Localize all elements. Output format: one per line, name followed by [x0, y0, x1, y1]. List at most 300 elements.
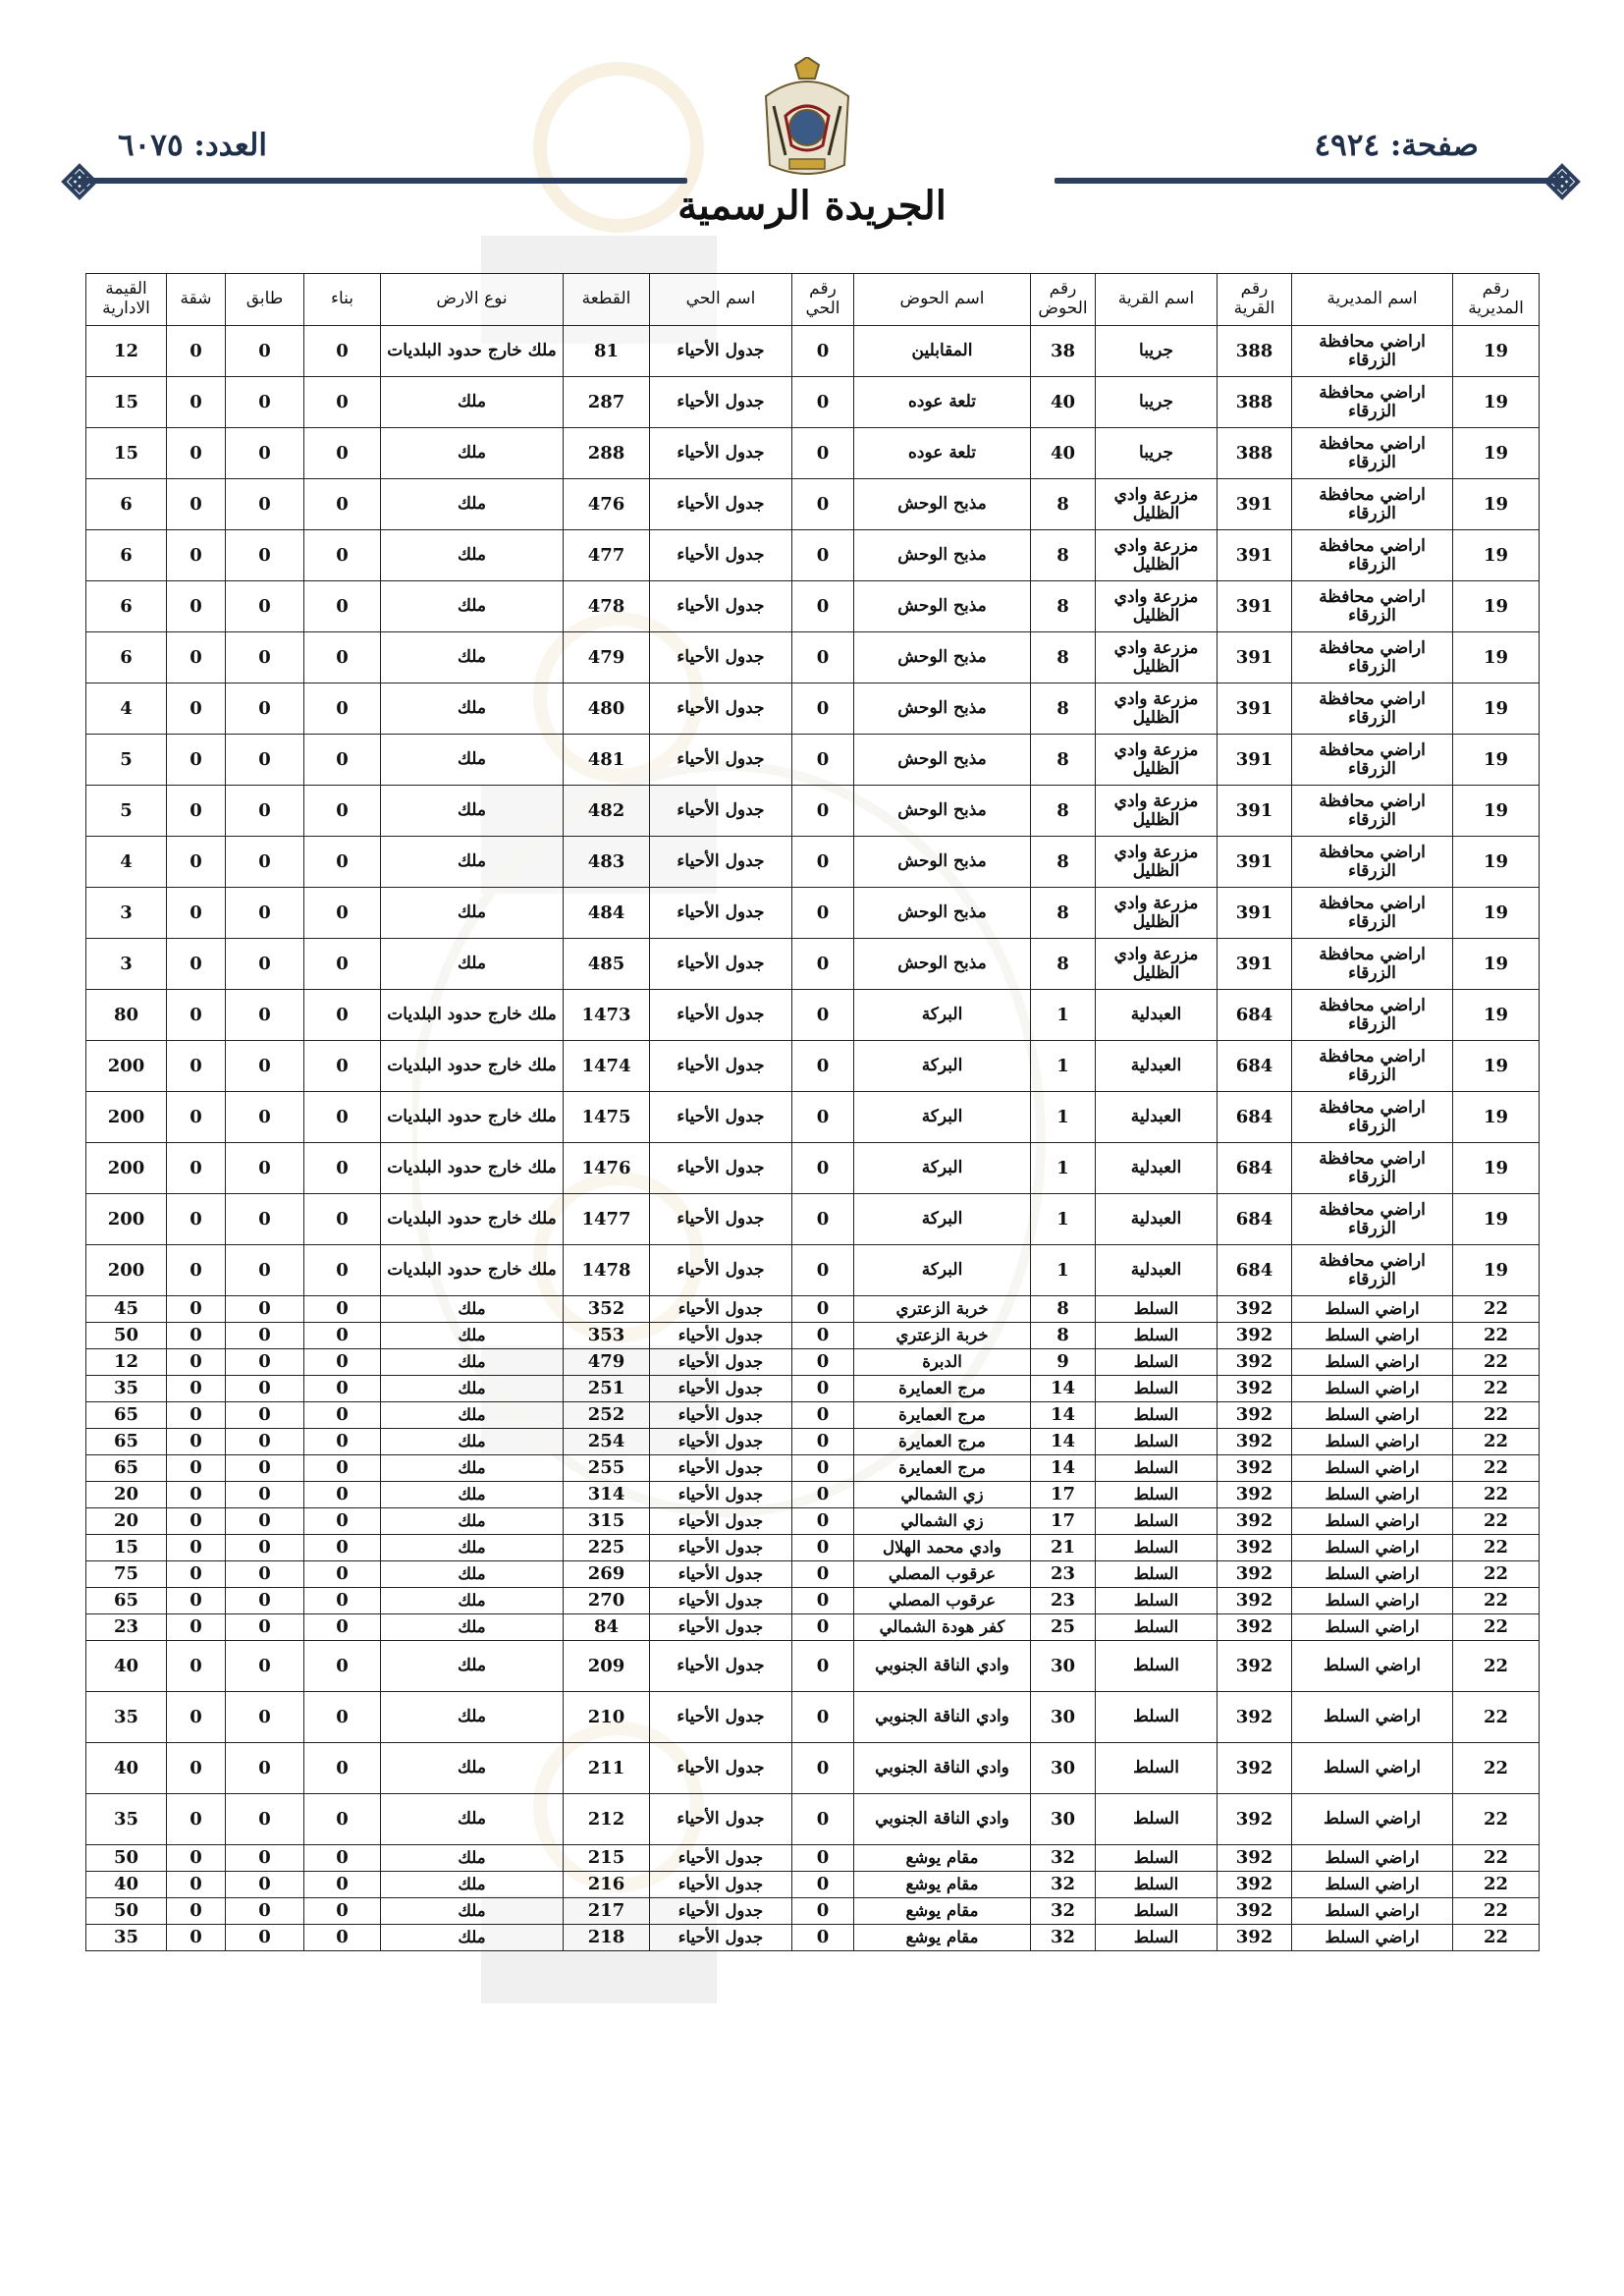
table-cell: 0 [304, 837, 381, 888]
table-cell: خربة الزعتري [854, 1296, 1031, 1323]
table-cell: 0 [226, 581, 304, 632]
table-cell: 22 [1453, 1376, 1540, 1402]
table-cell: 22 [1453, 1692, 1540, 1743]
table-cell: 478 [564, 581, 650, 632]
table-cell: اراضي السلط [1292, 1508, 1453, 1535]
table-cell: 81 [564, 326, 650, 377]
table-cell: 0 [304, 632, 381, 683]
table-cell: 0 [304, 428, 381, 479]
table-cell: 3 [86, 939, 167, 990]
table-cell: مقام يوشع [854, 1925, 1031, 1951]
table-cell: ملك [381, 1872, 564, 1898]
table-cell: 80 [86, 990, 167, 1041]
table-cell: 0 [304, 1245, 381, 1296]
table-cell: 22 [1453, 1925, 1540, 1951]
table-row [86, 326, 1540, 377]
table-cell: جدول الأحياء [650, 530, 792, 581]
table-cell: 392 [1218, 1535, 1292, 1561]
table-cell: 210 [564, 1692, 650, 1743]
table-cell: 392 [1218, 1429, 1292, 1455]
table-cell: 19 [1453, 735, 1540, 786]
table-cell: جريبا [1096, 377, 1218, 428]
table-cell: 19 [1453, 377, 1540, 428]
table-cell: 0 [792, 1794, 854, 1845]
table-cell: ملك [381, 632, 564, 683]
table-cell: 8 [1031, 632, 1096, 683]
table-cell: العبدلية [1096, 1041, 1218, 1092]
table-cell: 217 [564, 1898, 650, 1925]
table-cell: اراضي السلط [1292, 1898, 1453, 1925]
table-cell: 22 [1453, 1482, 1540, 1508]
table-cell: اراضي محافظة الزرقاء [1292, 326, 1453, 377]
table-cell: 0 [304, 1455, 381, 1482]
table-cell: 22 [1453, 1429, 1540, 1455]
table-cell: السلط [1096, 1845, 1218, 1872]
table-cell: 0 [792, 1743, 854, 1794]
table-cell: 0 [304, 735, 381, 786]
table-cell: 0 [792, 1588, 854, 1614]
column-header: بناء [304, 274, 381, 326]
table-cell: ملك خارج حدود البلديات [381, 1143, 564, 1194]
table-cell: 392 [1218, 1898, 1292, 1925]
table-cell: 19 [1453, 326, 1540, 377]
table-cell: مرج العمايرة [854, 1429, 1031, 1455]
table-cell: العبدلية [1096, 1245, 1218, 1296]
table-cell: مذبح الوحش [854, 530, 1031, 581]
table-cell: 0 [167, 1743, 226, 1794]
table-cell: 19 [1453, 1092, 1540, 1143]
table-cell: 40 [1031, 428, 1096, 479]
table-cell: 1478 [564, 1245, 650, 1296]
table-cell: 0 [304, 1845, 381, 1872]
table-cell: 0 [304, 1641, 381, 1692]
table-cell: عرقوب المصلي [854, 1561, 1031, 1588]
table-cell: ملك [381, 1349, 564, 1376]
table-cell: 30 [1031, 1692, 1096, 1743]
table-row [86, 479, 1540, 530]
table-cell: 391 [1218, 530, 1292, 581]
table-cell: ملك خارج حدود البلديات [381, 1041, 564, 1092]
table-cell: 15 [86, 428, 167, 479]
table-cell: مذبح الوحش [854, 683, 1031, 735]
table-cell: 0 [167, 1692, 226, 1743]
table-cell: 0 [167, 1561, 226, 1588]
table-cell: 35 [86, 1376, 167, 1402]
table-cell: ملك [381, 1535, 564, 1561]
table-cell: 19 [1453, 1245, 1540, 1296]
column-header: اسم الحوض [854, 274, 1031, 326]
table-cell: اراضي محافظة الزرقاء [1292, 837, 1453, 888]
table-cell: 0 [304, 1482, 381, 1508]
table-cell: ملك خارج حدود البلديات [381, 1194, 564, 1245]
table-cell: 254 [564, 1429, 650, 1455]
table-cell: اراضي محافظة الزرقاء [1292, 888, 1453, 939]
table-cell: 0 [792, 1925, 854, 1951]
table-cell: 19 [1453, 683, 1540, 735]
table-cell: 0 [167, 1455, 226, 1482]
table-cell: 0 [226, 632, 304, 683]
table-cell: 0 [226, 1794, 304, 1845]
table-cell: 392 [1218, 1692, 1292, 1743]
table-cell: 269 [564, 1561, 650, 1588]
table-row [86, 1296, 1540, 1323]
table-cell: 19 [1453, 1143, 1540, 1194]
table-cell: جدول الأحياء [650, 1508, 792, 1535]
table-cell: جدول الأحياء [650, 786, 792, 837]
table-cell: البركة [854, 1041, 1031, 1092]
table-cell: 0 [167, 479, 226, 530]
column-header: رقم الحوض [1031, 274, 1096, 326]
table-cell: ملك [381, 1323, 564, 1349]
table-header-row [86, 274, 1540, 326]
table-cell: جدول الأحياء [650, 1925, 792, 1951]
table-cell: 0 [226, 377, 304, 428]
table-cell: 0 [792, 1455, 854, 1482]
table-cell: 0 [167, 326, 226, 377]
table-cell: 14 [1031, 1402, 1096, 1429]
table-cell: 0 [304, 377, 381, 428]
table-cell: جدول الأحياء [650, 581, 792, 632]
table-cell: 0 [304, 990, 381, 1041]
table-cell: 0 [304, 1692, 381, 1743]
table-cell: 1 [1031, 1143, 1096, 1194]
table-cell: 392 [1218, 1508, 1292, 1535]
table-cell: مذبح الوحش [854, 786, 1031, 837]
table-cell: 388 [1218, 326, 1292, 377]
table-cell: 0 [167, 1349, 226, 1376]
table-cell: مذبح الوحش [854, 632, 1031, 683]
table-cell: اراضي السلط [1292, 1588, 1453, 1614]
table-cell: 0 [226, 1898, 304, 1925]
table-cell: 391 [1218, 683, 1292, 735]
table-cell: 391 [1218, 888, 1292, 939]
table-cell: 19 [1453, 581, 1540, 632]
table-cell: 35 [86, 1925, 167, 1951]
table-cell: ملك [381, 1402, 564, 1429]
table-cell: 353 [564, 1323, 650, 1349]
table-cell: 22 [1453, 1898, 1540, 1925]
column-header: شقة [167, 274, 226, 326]
table-cell: 270 [564, 1588, 650, 1614]
table-cell: 1 [1031, 1245, 1096, 1296]
table-cell: 392 [1218, 1323, 1292, 1349]
land-valuation-table-container [86, 273, 1540, 1951]
table-row [86, 1641, 1540, 1692]
table-cell: اراضي السلط [1292, 1482, 1453, 1508]
table-cell: 0 [167, 786, 226, 837]
table-cell: 392 [1218, 1641, 1292, 1692]
table-cell: 17 [1031, 1508, 1096, 1535]
table-row [86, 1482, 1540, 1508]
table-cell: ملك [381, 1925, 564, 1951]
table-cell: 0 [304, 1376, 381, 1402]
issue-number: العدد: ٦٠٧٥ [118, 128, 267, 163]
table-cell: مزرعة وادي الظليل [1096, 735, 1218, 786]
table-cell: ملك [381, 1455, 564, 1482]
table-cell: 0 [304, 581, 381, 632]
table-cell: اراضي محافظة الزرقاء [1292, 735, 1453, 786]
table-cell: 19 [1453, 786, 1540, 837]
table-cell: ملك [381, 735, 564, 786]
table-cell: 19 [1453, 837, 1540, 888]
table-cell: اراضي محافظة الزرقاء [1292, 479, 1453, 530]
table-cell: اراضي السلط [1292, 1296, 1453, 1323]
table-cell: 391 [1218, 939, 1292, 990]
table-cell: ملك [381, 837, 564, 888]
table-cell: 212 [564, 1794, 650, 1845]
table-cell: اراضي محافظة الزرقاء [1292, 683, 1453, 735]
table-cell: اراضي محافظة الزرقاء [1292, 428, 1453, 479]
table-cell: 19 [1453, 530, 1540, 581]
table-row [86, 939, 1540, 990]
table-cell: 8 [1031, 479, 1096, 530]
table-cell: 315 [564, 1508, 650, 1535]
table-cell: 19 [1453, 888, 1540, 939]
table-cell: جدول الأحياء [650, 735, 792, 786]
table-cell: 0 [304, 786, 381, 837]
table-cell: 0 [304, 683, 381, 735]
table-row [86, 735, 1540, 786]
table-cell: ملك [381, 479, 564, 530]
table-cell: 216 [564, 1872, 650, 1898]
table-cell: 1 [1031, 1041, 1096, 1092]
table-cell: 0 [304, 1535, 381, 1561]
table-cell: 19 [1453, 939, 1540, 990]
table-cell: زي الشمالي [854, 1482, 1031, 1508]
table-row [86, 1845, 1540, 1872]
table-cell: 0 [304, 326, 381, 377]
table-cell: ملك [381, 1614, 564, 1641]
table-cell: 0 [792, 1641, 854, 1692]
table-cell: 0 [167, 837, 226, 888]
table-cell: وادي الناقة الجنوبي [854, 1692, 1031, 1743]
table-cell: 0 [226, 479, 304, 530]
table-cell: جريبا [1096, 428, 1218, 479]
table-cell: 392 [1218, 1402, 1292, 1429]
table-cell: 22 [1453, 1872, 1540, 1898]
table-cell: 0 [792, 990, 854, 1041]
table-cell: جدول الأحياء [650, 1743, 792, 1794]
table-cell: ملك [381, 939, 564, 990]
table-cell: 352 [564, 1296, 650, 1323]
table-cell: 0 [792, 1872, 854, 1898]
table-cell: 391 [1218, 786, 1292, 837]
table-cell: اراضي السلط [1292, 1692, 1453, 1743]
table-cell: 0 [304, 1925, 381, 1951]
table-cell: وادي محمد الهلال [854, 1535, 1031, 1561]
table-cell: السلط [1096, 1402, 1218, 1429]
table-cell: 20 [86, 1482, 167, 1508]
table-cell: 0 [226, 1692, 304, 1743]
table-cell: 0 [167, 1845, 226, 1872]
table-cell: ملك [381, 428, 564, 479]
table-cell: اراضي السلط [1292, 1925, 1453, 1951]
table-cell: تلعة عوده [854, 428, 1031, 479]
table-cell: 215 [564, 1845, 650, 1872]
table-cell: 19 [1453, 990, 1540, 1041]
table-cell: جدول الأحياء [650, 837, 792, 888]
table-cell: 32 [1031, 1872, 1096, 1898]
table-cell: 5 [86, 786, 167, 837]
table-cell: 25 [1031, 1614, 1096, 1641]
table-cell: خربة الزعتري [854, 1323, 1031, 1349]
table-cell: 0 [792, 377, 854, 428]
table-cell: 0 [792, 1143, 854, 1194]
table-cell: البركة [854, 1194, 1031, 1245]
table-cell: 0 [304, 1092, 381, 1143]
table-cell: وادي الناقة الجنوبي [854, 1743, 1031, 1794]
table-cell: جدول الأحياء [650, 377, 792, 428]
table-cell: 8 [1031, 735, 1096, 786]
table-cell: 314 [564, 1482, 650, 1508]
table-cell: ملك [381, 1588, 564, 1614]
table-cell: 0 [792, 1898, 854, 1925]
table-cell: 684 [1218, 990, 1292, 1041]
table-cell: 0 [792, 939, 854, 990]
table-cell: 14 [1031, 1455, 1096, 1482]
table-cell: العبدلية [1096, 990, 1218, 1041]
table-cell: 8 [1031, 939, 1096, 990]
table-row [86, 1041, 1540, 1092]
table-cell: 0 [167, 1194, 226, 1245]
table-cell: جدول الأحياء [650, 1429, 792, 1455]
table-cell: 0 [792, 1041, 854, 1092]
table-cell: 12 [86, 326, 167, 377]
table-cell: كفر هودة الشمالي [854, 1614, 1031, 1641]
table-cell: 0 [167, 888, 226, 939]
table-cell: السلط [1096, 1376, 1218, 1402]
table-cell: 1474 [564, 1041, 650, 1092]
table-cell: جدول الأحياء [650, 1872, 792, 1898]
table-cell: جدول الأحياء [650, 1323, 792, 1349]
table-cell: 32 [1031, 1898, 1096, 1925]
table-cell: ملك [381, 786, 564, 837]
table-cell: 0 [226, 1845, 304, 1872]
table-cell: 252 [564, 1402, 650, 1429]
table-cell: جدول الأحياء [650, 1194, 792, 1245]
table-cell: 479 [564, 632, 650, 683]
table-cell: 479 [564, 1349, 650, 1376]
table-cell: 391 [1218, 735, 1292, 786]
table-cell: 209 [564, 1641, 650, 1692]
table-cell: اراضي محافظة الزرقاء [1292, 1041, 1453, 1092]
table-cell: 200 [86, 1194, 167, 1245]
table-cell: اراضي السلط [1292, 1349, 1453, 1376]
table-cell: 392 [1218, 1794, 1292, 1845]
table-cell: 0 [792, 786, 854, 837]
table-cell: 35 [86, 1794, 167, 1845]
table-row [86, 1245, 1540, 1296]
table-cell: 22 [1453, 1588, 1540, 1614]
table-cell: ملك [381, 1429, 564, 1455]
table-cell: اراضي السلط [1292, 1535, 1453, 1561]
table-cell: 0 [792, 683, 854, 735]
table-cell: 0 [226, 1143, 304, 1194]
table-cell: 9 [1031, 1349, 1096, 1376]
table-cell: السلط [1096, 1482, 1218, 1508]
table-cell: 0 [304, 530, 381, 581]
table-cell: مقام يوشع [854, 1898, 1031, 1925]
table-cell: 30 [1031, 1794, 1096, 1845]
table-cell: 40 [86, 1641, 167, 1692]
table-cell: اراضي محافظة الزرقاء [1292, 632, 1453, 683]
table-cell: السلط [1096, 1794, 1218, 1845]
table-cell: مزرعة وادي الظليل [1096, 530, 1218, 581]
table-cell: اراضي السلط [1292, 1845, 1453, 1872]
table-cell: جدول الأحياء [650, 939, 792, 990]
table-cell: 287 [564, 377, 650, 428]
table-row [86, 786, 1540, 837]
table-cell: 23 [86, 1614, 167, 1641]
table-cell: 0 [304, 1898, 381, 1925]
table-cell: جدول الأحياء [650, 428, 792, 479]
table-cell: 22 [1453, 1561, 1540, 1588]
table-row [86, 1872, 1540, 1898]
table-cell: 0 [226, 1743, 304, 1794]
table-cell: جدول الأحياء [650, 1482, 792, 1508]
table-cell: مقام يوشع [854, 1872, 1031, 1898]
table-cell: 19 [1453, 428, 1540, 479]
table-cell: السلط [1096, 1429, 1218, 1455]
table-cell: السلط [1096, 1898, 1218, 1925]
table-cell: جدول الأحياء [650, 1641, 792, 1692]
table-cell: السلط [1096, 1455, 1218, 1482]
table-cell: اراضي محافظة الزرقاء [1292, 990, 1453, 1041]
table-cell: 0 [792, 888, 854, 939]
table-cell: 0 [167, 1323, 226, 1349]
table-cell: 0 [167, 1508, 226, 1535]
table-cell: 0 [792, 632, 854, 683]
table-cell: 0 [304, 1794, 381, 1845]
table-cell: 0 [792, 530, 854, 581]
table-row [86, 1925, 1540, 1951]
table-cell: 0 [792, 1535, 854, 1561]
table-cell: البركة [854, 1143, 1031, 1194]
table-cell: 0 [226, 939, 304, 990]
table-cell: 218 [564, 1925, 650, 1951]
column-header: القيمة الادارية [86, 274, 167, 326]
table-cell: جدول الأحياء [650, 1092, 792, 1143]
table-row [86, 1092, 1540, 1143]
table-cell: 392 [1218, 1925, 1292, 1951]
table-cell: 0 [167, 1925, 226, 1951]
table-cell: البركة [854, 1245, 1031, 1296]
table-cell: 22 [1453, 1296, 1540, 1323]
table-cell: 22 [1453, 1349, 1540, 1376]
table-cell: 1475 [564, 1092, 650, 1143]
table-cell: المقابلين [854, 326, 1031, 377]
table-cell: مزرعة وادي الظليل [1096, 939, 1218, 990]
table-cell: 8 [1031, 888, 1096, 939]
table-cell: 0 [792, 581, 854, 632]
table-cell: جدول الأحياء [650, 1794, 792, 1845]
table-cell: 38 [1031, 326, 1096, 377]
table-cell: 8 [1031, 581, 1096, 632]
table-cell: 6 [86, 632, 167, 683]
table-cell: 6 [86, 530, 167, 581]
table-cell: 0 [226, 735, 304, 786]
table-cell: 0 [792, 326, 854, 377]
table-cell: 0 [304, 1194, 381, 1245]
table-cell: 65 [86, 1588, 167, 1614]
table-body [86, 326, 1540, 1951]
table-cell: 0 [304, 1743, 381, 1794]
table-cell: ملك [381, 1845, 564, 1872]
column-header: طابق [226, 274, 304, 326]
table-cell: 0 [792, 735, 854, 786]
table-cell: 84 [564, 1614, 650, 1641]
table-cell: 0 [167, 1041, 226, 1092]
